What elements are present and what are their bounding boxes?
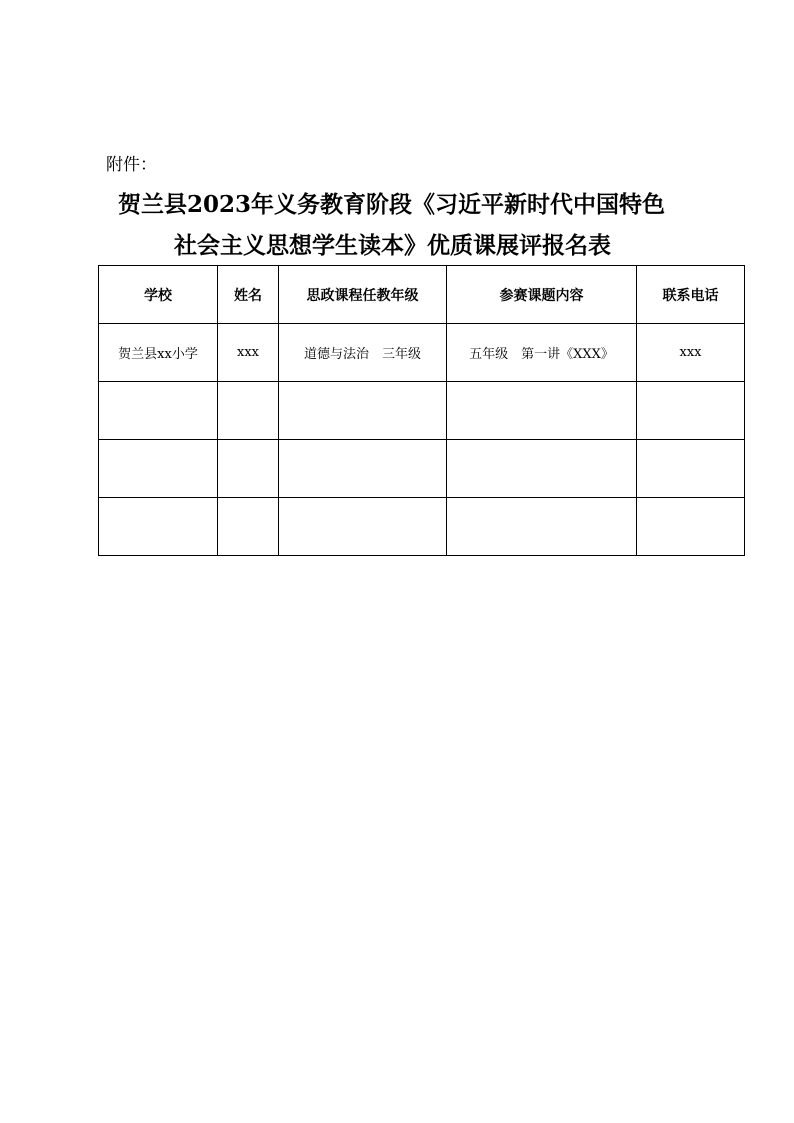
cell-school bbox=[99, 440, 218, 498]
cell-topic bbox=[447, 382, 637, 440]
header-grade: 思政课程任教年级 bbox=[279, 266, 447, 324]
table-row bbox=[99, 498, 745, 556]
cell-name bbox=[218, 498, 279, 556]
cell-grade bbox=[279, 498, 447, 556]
cell-grade: 道德与法治 三年级 bbox=[279, 324, 447, 382]
attachment-label: 附件： bbox=[106, 155, 157, 175]
cell-grade bbox=[279, 440, 447, 498]
header-topic: 参赛课题内容 bbox=[447, 266, 637, 324]
cell-school: 贺兰县xx小学 bbox=[99, 324, 218, 382]
cell-school bbox=[99, 382, 218, 440]
cell-phone bbox=[637, 382, 745, 440]
cell-topic: 五年级 第一讲《XXX》 bbox=[447, 324, 637, 382]
cell-topic bbox=[447, 498, 637, 556]
cell-name bbox=[218, 382, 279, 440]
cell-topic bbox=[447, 440, 637, 498]
header-school: 学校 bbox=[99, 266, 218, 324]
cell-name bbox=[218, 440, 279, 498]
cell-grade bbox=[279, 382, 447, 440]
table-header-row bbox=[99, 266, 745, 324]
table-row bbox=[99, 440, 745, 498]
header-name: 姓名 bbox=[218, 266, 279, 324]
document-title-line-1: 贺兰县2023年义务教育阶段《习近平新时代中国特色 bbox=[118, 191, 666, 218]
cell-phone: xxx bbox=[637, 324, 745, 382]
registration-table bbox=[98, 265, 745, 556]
cell-name: xxx bbox=[218, 324, 279, 382]
cell-phone bbox=[637, 498, 745, 556]
header-phone: 联系电话 bbox=[637, 266, 745, 324]
table-row bbox=[99, 324, 745, 382]
table-row bbox=[99, 382, 745, 440]
cell-phone bbox=[637, 440, 745, 498]
document-title-line-2: 社会主义思想学生读本》优质课展评报名表 bbox=[174, 232, 611, 259]
cell-school bbox=[99, 498, 218, 556]
